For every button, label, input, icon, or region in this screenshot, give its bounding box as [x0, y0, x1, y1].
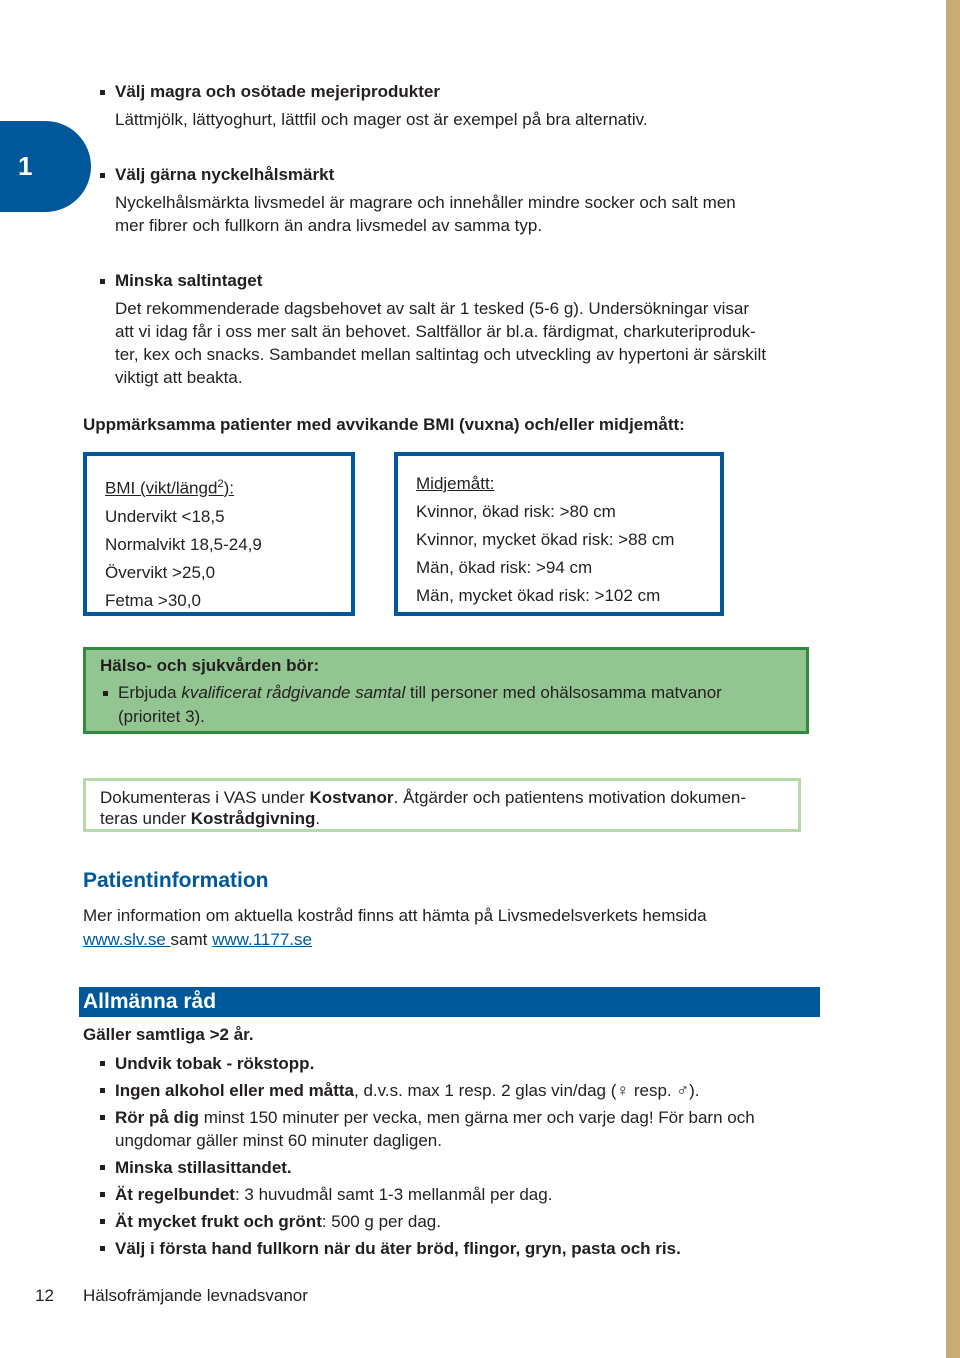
bmi-title-end: ): [223, 478, 234, 498]
waist-row: Män, ökad risk: >94 cm [416, 558, 593, 577]
list-item-text: minst 150 minuter per vecka, men gärna mer och varje dag! För barn och [199, 1108, 755, 1127]
list-item [100, 1237, 820, 1260]
bullet-body-line: ter, kex och snacks. Sambandet mellan saltintag och utveckling av hypertoni är särskilt [115, 345, 767, 364]
page-number: 12 [35, 1286, 54, 1305]
list-item-bold: Undvik tobak - rökstopp. [115, 1054, 315, 1073]
allmanna-rad-list [100, 1052, 820, 1264]
list-item-bold: Ät regelbundet [115, 1185, 235, 1204]
list-item [100, 1052, 820, 1075]
doc-bold: Kostrådgivning [190, 809, 316, 828]
slv-link[interactable]: www.slv.se [83, 930, 171, 949]
bullet-body-line: viktigt att beakta. [115, 368, 243, 387]
bmi-heading: Uppmärksamma patienter med avvikande BMI (vuxna) och/eller midjemått: [83, 415, 685, 434]
bullet-nyckelhal [100, 163, 820, 237]
doc-bold: Kostvanor [309, 788, 394, 807]
care-item-line2: (prioritet 3). [118, 707, 205, 726]
bullet-body-line: Det rekommenderade dagsbehovet av salt är 1 tesked (5-6 g). Undersökningar visar [115, 299, 750, 318]
footer-title: Hälsofrämjande levnadsvanor [83, 1286, 308, 1305]
bullet-body-line: mer fibrer och fullkorn än andra livsmedel av samma typ. [115, 216, 543, 235]
care-item-prefix: Erbjuda [118, 683, 182, 702]
bmi-row: Normalvikt 18,5-24,9 [105, 534, 262, 554]
bmi-box-title [105, 470, 351, 503]
list-item-bold: Rör på dig [115, 1108, 200, 1127]
waist-row: Män, mycket ökad risk: >102 cm [416, 586, 661, 605]
patient-info-text: Mer information om aktuella kostråd finns att hämta på Livsmedelsverkets hemsida [83, 906, 707, 925]
patient-info-mid: samt [170, 930, 213, 949]
care-item-suffix: till personer med ohälsosamma matvanor [405, 683, 722, 702]
bullet-title: Välj magra och osötade mejeriprodukter [100, 80, 820, 104]
list-item-bold: Ingen alkohol eller med måtta [115, 1081, 355, 1100]
bullet-saltintag [100, 269, 820, 389]
waist-box [394, 452, 724, 616]
care-item-emphasis: kvalificerat rådgivande samtal [181, 683, 406, 702]
list-item [100, 1106, 820, 1152]
list-item-text: : 500 g per dag. [321, 1212, 441, 1231]
doc-text: teras under [100, 809, 191, 828]
bullet-mejeriprodukter [100, 80, 820, 131]
list-item-bold: Välj i första hand fullkorn när du äter bröd, flingor, gryn, pasta och ris. [115, 1239, 681, 1258]
list-item-text: , d.v.s. max 1 resp. 2 glas vin/dag (♀ resp. ♂). [354, 1081, 700, 1100]
bullet-body: Lättmjölk, lättyoghurt, lättfil och mager ost är exempel på bra alternativ. [115, 110, 648, 129]
waist-box-title: Midjemått: [416, 474, 495, 493]
bullet-body [100, 297, 820, 389]
bmi-row: Övervikt >25,0 [105, 562, 216, 582]
bullet-body-line: Nyckelhålsmärkta livsmedel är magrare och innehåller mindre socker och salt men [115, 193, 736, 212]
list-item-bold: Minska stillasittandet. [115, 1158, 292, 1177]
1177-link[interactable]: www.1177.se [212, 930, 312, 949]
bmi-box [83, 452, 355, 616]
bullet-body [100, 191, 820, 237]
chapter-tab: 1 [0, 121, 91, 212]
list-item-bold: Ät mycket frukt och grönt [115, 1212, 322, 1231]
bmi-title-sup: 2 [217, 478, 224, 490]
documentation-box [83, 778, 801, 832]
bmi-row: Undervikt <18,5 [105, 506, 225, 526]
allmanna-rad-subtitle: Gäller samtliga >2 år. [83, 1025, 254, 1044]
bullet-title: Välj gärna nyckelhålsmärkt [100, 163, 820, 187]
list-item-text: : 3 huvudmål samt 1-3 mellanmål per dag. [234, 1185, 553, 1204]
list-item-text: ungdomar gäller minst 60 minuter dagligen. [115, 1131, 442, 1150]
doc-text: . Åtgärder och patientens motivation dokumen- [393, 788, 747, 807]
care-box-title: Hälso- och sjukvården bör: [100, 656, 320, 675]
waist-row: Kvinnor, ökad risk: >80 cm [416, 502, 616, 521]
list-item [100, 1210, 820, 1233]
doc-text: Dokumenteras i VAS under [100, 788, 310, 807]
bmi-row: Fetma >30,0 [105, 590, 201, 610]
waist-row: Kvinnor, mycket ökad risk: >88 cm [416, 530, 675, 549]
patient-info-title: Patientinformation [83, 869, 269, 892]
list-item [100, 1156, 820, 1179]
doc-text: . [315, 809, 321, 828]
patient-info-body [83, 904, 783, 952]
side-color-strip [946, 0, 960, 1358]
list-item [100, 1079, 820, 1102]
allmanna-rad-title: Allmänna råd [79, 987, 820, 1017]
bullet-body-line: att vi idag får i oss mer salt än behovet. Saltfällor är bl.a. färdigmat, charkuteriproduk- [115, 322, 756, 341]
bullet-title: Minska saltintaget [100, 269, 820, 293]
care-box-item [100, 681, 806, 729]
list-item [100, 1183, 820, 1206]
care-recommendation-box [83, 647, 809, 734]
bmi-title-text: BMI (vikt/längd [105, 478, 218, 498]
